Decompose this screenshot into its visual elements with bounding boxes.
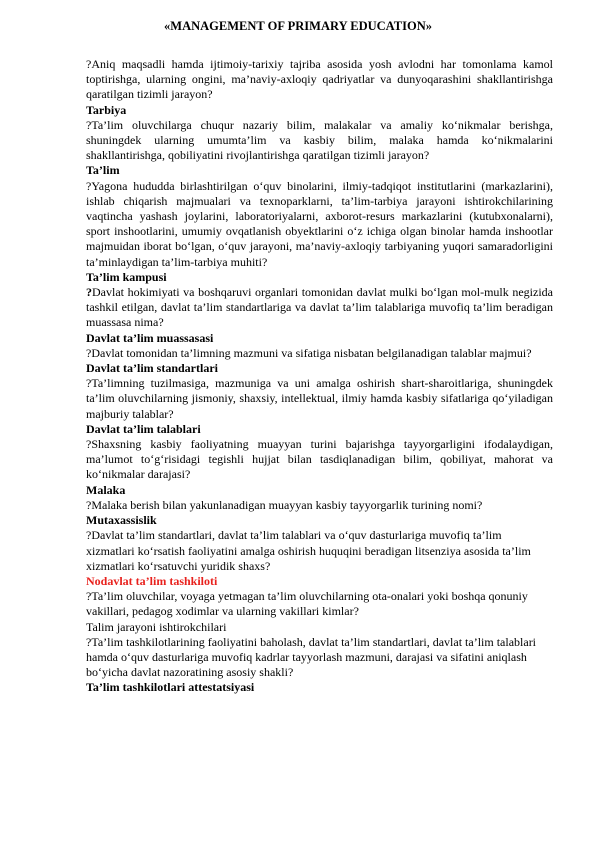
question-mark: ? <box>86 589 92 604</box>
question-mark: ? <box>86 285 92 300</box>
question-body: Ta’limning tuzilmasiga, mazmuniga va uni amalga oshirish shart-sharoitlariga, shuningdek ta’lim oluvchilarning jismoniy, shaxsiy, intellektual, ilmiy hamda kasbiy sifatlariga qo‘yiladigan majburiy talablar? <box>86 376 553 421</box>
question-mark: ? <box>86 345 92 360</box>
question-body: Ta’lim tashkilotlarining faoliyatini baholash, davlat ta’lim standartlari, davlat ta’lim talablari hamda o‘quv dasturlariga muvofiq kadrlar tayyorlash mazmuni, darajasi va sifatini aniqlash bo‘yicha davlat nazoratining asosiy shakli? <box>86 634 537 680</box>
question-body: Davlat tomonidan ta’limning mazmuni va sifatiga nisbatan belgilanadigan talablar majmui? <box>91 345 532 360</box>
answer-text: Tarbiya <box>86 102 127 117</box>
question-body: Shaxsning kasbiy faoliyatning muayyan turini bajarishga tayyorgarligini ifodalaydigan, ma’lumot to‘g‘risidagi tegishli hujjat bilan tasdiqlanadigan bilim, qobiliyat, mahorat va ko‘nikmalar darajasi? <box>86 437 553 482</box>
question-body: Yagona hududda birlashtirilgan o‘quv binolarini, ilmiy-tadqiqot institutlarini (markazlarini), ishlab chiqarish majmualari va texnoparklarni, ta’lim-tarbiya jarayoni ishtirokchilarining vaqtincha yashash joylarini, laboratoriyalarni, axborot-resurs markazlarini (kutubxonalarni), sport inshootlarini, umumiy ovqatlanish obyektlarini o‘z ichiga olgan binolar hamda inshootlar majmuidan iborat bo‘lgan, o‘quv jarayoni, ma’naviy-axloqiy tarbiyaning yuqori samaradorligini ta’minlaydigan ta’lim-tarbiya muhiti? <box>86 178 553 269</box>
answer-text: Ta’lim <box>86 163 120 178</box>
question-text <box>86 635 553 681</box>
question-mark: ? <box>86 117 92 132</box>
question-mark: ? <box>86 178 92 193</box>
answer-text: Ta’lim kampusi <box>86 269 167 284</box>
question-text <box>86 498 553 513</box>
question-body: Ta’lim oluvchilar, voyaga yetmagan ta’lim oluvchilarning ota-onalari yoki boshqa qonuniy vakillari, pedagog xodimlar va ularning vakillari kimlar? <box>86 589 528 619</box>
question-text <box>86 589 553 619</box>
question-body: Aniq maqsadli hamda ijtimoiy-tarixiy tajriba asosida yosh avlodni har tomonlama kamol toptirishga, ularning ongini, ma’naviy-axloqiy qadriyatlar va dunyoqarashini shakllantirishga qaratilgan tizimli jarayon? <box>86 57 553 102</box>
question-text <box>86 285 553 331</box>
question-mark: ? <box>86 57 92 71</box>
question-text <box>86 346 553 361</box>
question-mark: ? <box>86 634 92 649</box>
answer-text: Malaka <box>86 482 126 497</box>
question-body: Davlat hokimiyati va boshqaruvi organlari tomonidan davlat mulki bo‘lgan mol-mulk negizida tashkil etilgan, davlat ta’lim standartlariga va davlat ta’lim talablariga muvofiq ta’lim beradigan muassasa nima? <box>86 285 553 330</box>
answer-text: Davlat ta’lim muassasasi <box>86 330 214 345</box>
answer-text: Mutaxassislik <box>86 513 157 528</box>
answer-text: Talim jarayoni ishtirokchilari <box>86 619 227 634</box>
qa-list <box>86 57 553 696</box>
question-body: Malaka berish bilan yakunlanadigan muayyan kasbiy tayyorgarlik turining nomi? <box>91 497 483 512</box>
question-mark: ? <box>86 528 92 543</box>
question-mark: ? <box>86 497 92 512</box>
document-title: «MANAGEMENT OF PRIMARY EDUCATION» <box>164 19 432 33</box>
question-text <box>86 528 553 574</box>
question-body: Davlat ta’lim standartlari, davlat ta’lim talablari va o‘quv dasturlariga muvofiq ta’lim xizmatlari ko‘rsatish faoliyatini amalga oshirish huquqini beradigan litsenziya asosida ta’lim xizmatlari ko‘rsatuvchi yuridik shaxs? <box>86 528 531 573</box>
question-text <box>86 376 553 422</box>
question-body: Ta’lim oluvchilarga chuqur nazariy bilim, malakalar va amaliy ko‘nikmalar berishga, shuningdek ularning umumta’lim va kasbiy bilim, malaka hamda ko‘nikmalarini shakllantirishga, qobiliyatini rivojlantirishga qaratilgan tizimli jarayon? <box>86 117 553 163</box>
question-text <box>86 437 553 483</box>
question-text <box>86 57 553 103</box>
answer-text: Davlat ta’lim standartlari <box>86 361 218 376</box>
question-mark: ? <box>86 376 92 391</box>
answer-text: Davlat ta’lim talablari <box>86 421 201 436</box>
question-text <box>86 179 553 270</box>
answer-text-highlighted: Nodavlat ta’lim tashkiloti <box>86 573 218 588</box>
question-mark: ? <box>86 437 92 452</box>
answer-text: Ta’lim tashkilotlari attestatsiyasi <box>86 680 255 695</box>
question-text <box>86 118 553 164</box>
